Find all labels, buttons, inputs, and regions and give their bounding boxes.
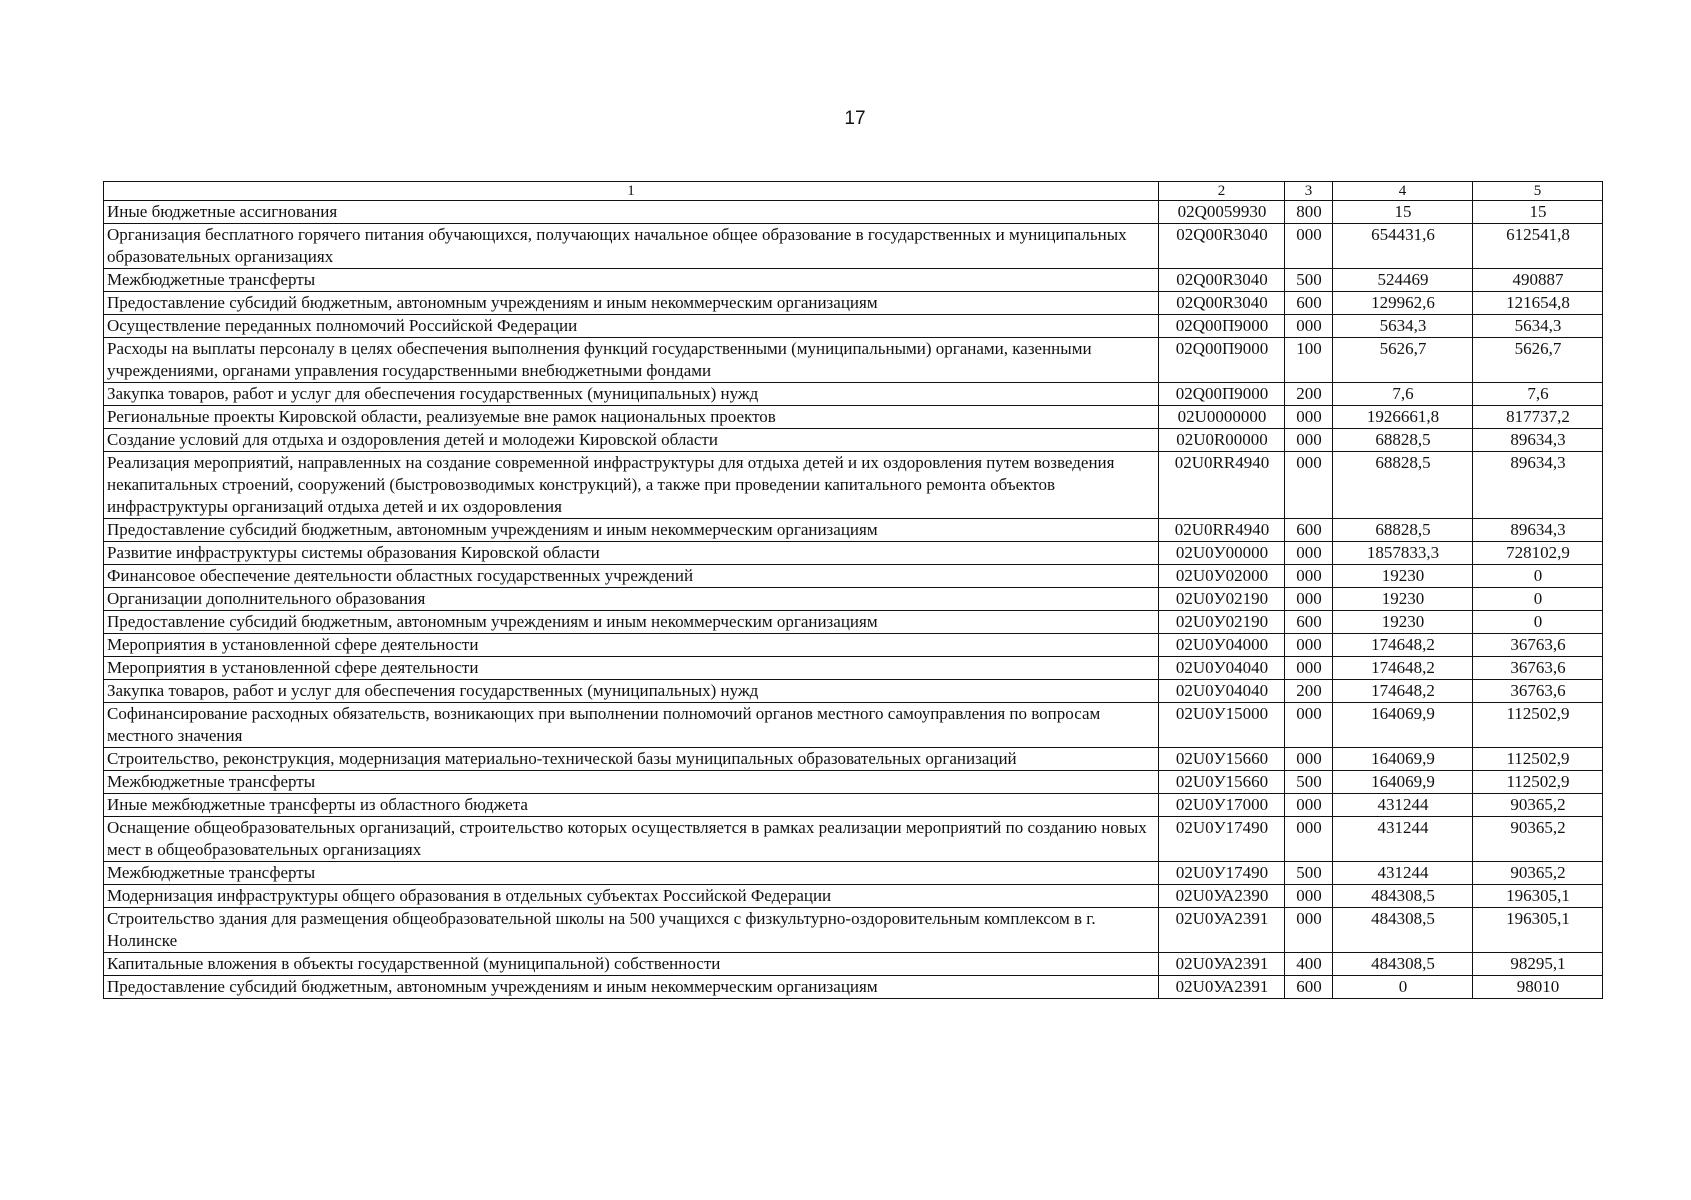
table-row [104, 657, 1603, 680]
row-name-cell: Региональные проекты Кировской области, реализуемые вне рамок национальных проектов [104, 406, 1159, 429]
table-row [104, 634, 1603, 657]
row-amount-col5-cell: 5626,7 [1473, 338, 1603, 383]
row-amount-col4-cell: 164069,9 [1333, 703, 1473, 748]
row-amount-col4-cell: 7,6 [1333, 383, 1473, 406]
row-code-cell: 02U0У15660 [1159, 748, 1285, 771]
row-amount-col5-cell: 196305,1 [1473, 885, 1603, 908]
row-name-cell: Модернизация инфраструктуры общего образования в отдельных субъектах Российской Федерации [104, 885, 1159, 908]
table-row [104, 315, 1603, 338]
row-type-cell: 600 [1285, 519, 1333, 542]
row-amount-col5-cell: 728102,9 [1473, 542, 1603, 565]
row-name-cell: Межбюджетные трансферты [104, 269, 1159, 292]
row-amount-col4-cell: 654431,6 [1333, 224, 1473, 269]
row-code-cell: 02U0000000 [1159, 406, 1285, 429]
table-row [104, 703, 1603, 748]
row-name-cell: Иные межбюджетные трансферты из областного бюджета [104, 794, 1159, 817]
row-amount-col5-cell: 89634,3 [1473, 452, 1603, 519]
row-amount-col5-cell: 89634,3 [1473, 519, 1603, 542]
row-amount-col4-cell: 5626,7 [1333, 338, 1473, 383]
row-amount-col4-cell: 5634,3 [1333, 315, 1473, 338]
row-type-cell: 000 [1285, 703, 1333, 748]
row-name-cell: Мероприятия в установленной сфере деятельности [104, 634, 1159, 657]
page-number: 17 [844, 108, 866, 129]
table-row [104, 953, 1603, 976]
row-name-cell: Оснащение общеобразовательных организаций, строительство которых осуществляется в рамках реализации мероприятий по созданию новых мест в общеобразовательных организациях [104, 817, 1159, 862]
row-code-cell: 02U0УА2391 [1159, 953, 1285, 976]
row-name-cell: Реализация мероприятий, направленных на создание современной инфраструктуры для отдыха детей и их оздоровления путем возведения некапитальных строений, сооружений (быстровозводимых конструкций), а также при проведении капитального ремонта объектов инфраструктуры организаций отдыха детей и их оздоровления [104, 452, 1159, 519]
row-code-cell: 02U0У02190 [1159, 588, 1285, 611]
row-amount-col5-cell: 7,6 [1473, 383, 1603, 406]
row-amount-col4-cell: 484308,5 [1333, 908, 1473, 953]
row-name-cell: Межбюджетные трансферты [104, 862, 1159, 885]
row-code-cell: 02U0У02000 [1159, 565, 1285, 588]
table-row [104, 383, 1603, 406]
row-amount-col5-cell: 36763,6 [1473, 680, 1603, 703]
row-code-cell: 02U0УА2390 [1159, 885, 1285, 908]
row-amount-col5-cell: 121654,8 [1473, 292, 1603, 315]
table-row [104, 452, 1603, 519]
row-type-cell: 600 [1285, 611, 1333, 634]
row-amount-col5-cell: 15 [1473, 201, 1603, 224]
budget-table [103, 181, 1603, 999]
row-type-cell: 000 [1285, 794, 1333, 817]
row-code-cell: 02U0У15000 [1159, 703, 1285, 748]
table-row [104, 519, 1603, 542]
row-code-cell: 02Q00П9000 [1159, 383, 1285, 406]
row-amount-col5-cell: 612541,8 [1473, 224, 1603, 269]
row-name-cell: Предоставление субсидий бюджетным, автономным учреждениям и иным некоммерческим организациям [104, 611, 1159, 634]
row-amount-col4-cell: 1857833,3 [1333, 542, 1473, 565]
row-name-cell: Софинансирование расходных обязательств, возникающих при выполнении полномочий органов местного самоуправления по вопросам местного значения [104, 703, 1159, 748]
row-name-cell: Закупка товаров, работ и услуг для обеспечения государственных (муниципальных) нужд [104, 383, 1159, 406]
table-row [104, 976, 1603, 999]
row-type-cell: 000 [1285, 817, 1333, 862]
row-amount-col5-cell: 90365,2 [1473, 817, 1603, 862]
row-code-cell: 02U0У00000 [1159, 542, 1285, 565]
table-row [104, 680, 1603, 703]
table-row [104, 292, 1603, 315]
row-amount-col5-cell: 98010 [1473, 976, 1603, 999]
row-code-cell: 02U0УА2391 [1159, 976, 1285, 999]
row-code-cell: 02U0У04040 [1159, 657, 1285, 680]
row-name-cell: Иные бюджетные ассигнования [104, 201, 1159, 224]
row-amount-col5-cell: 0 [1473, 588, 1603, 611]
table-row [104, 908, 1603, 953]
row-amount-col5-cell: 90365,2 [1473, 794, 1603, 817]
row-name-cell: Закупка товаров, работ и услуг для обеспечения государственных (муниципальных) нужд [104, 680, 1159, 703]
row-amount-col4-cell: 524469 [1333, 269, 1473, 292]
row-amount-col4-cell: 68828,5 [1333, 452, 1473, 519]
row-amount-col5-cell: 112502,9 [1473, 703, 1603, 748]
row-amount-col4-cell: 19230 [1333, 611, 1473, 634]
row-code-cell: 02Q00П9000 [1159, 315, 1285, 338]
row-code-cell: 02U0У17490 [1159, 817, 1285, 862]
row-type-cell: 000 [1285, 657, 1333, 680]
table-row [104, 588, 1603, 611]
row-amount-col5-cell: 98295,1 [1473, 953, 1603, 976]
row-name-cell: Предоставление субсидий бюджетным, автономным учреждениям и иным некоммерческим организациям [104, 519, 1159, 542]
row-type-cell: 000 [1285, 634, 1333, 657]
row-amount-col4-cell: 1926661,8 [1333, 406, 1473, 429]
row-name-cell: Строительство, реконструкция, модернизация материально-технической базы муниципальных образовательных организаций [104, 748, 1159, 771]
row-amount-col4-cell: 68828,5 [1333, 429, 1473, 452]
row-code-cell: 02Q00П9000 [1159, 338, 1285, 383]
row-type-cell: 000 [1285, 542, 1333, 565]
row-amount-col4-cell: 0 [1333, 976, 1473, 999]
row-type-cell: 100 [1285, 338, 1333, 383]
header-col-1: 1 [104, 182, 1159, 201]
table-row [104, 406, 1603, 429]
row-code-cell: 02U0У17000 [1159, 794, 1285, 817]
row-name-cell: Расходы на выплаты персоналу в целях обеспечения выполнения функций государственными (муниципальными) органами, казенными учреждениями, органами управления государственными внебюджетными фондами [104, 338, 1159, 383]
row-amount-col4-cell: 19230 [1333, 588, 1473, 611]
header-col-2: 2 [1159, 182, 1285, 201]
row-amount-col5-cell: 90365,2 [1473, 862, 1603, 885]
row-amount-col5-cell: 5634,3 [1473, 315, 1603, 338]
row-name-cell: Предоставление субсидий бюджетным, автономным учреждениям и иным некоммерческим организациям [104, 292, 1159, 315]
row-amount-col4-cell: 174648,2 [1333, 634, 1473, 657]
row-type-cell: 000 [1285, 908, 1333, 953]
row-amount-col4-cell: 129962,6 [1333, 292, 1473, 315]
table-row [104, 611, 1603, 634]
row-amount-col5-cell: 196305,1 [1473, 908, 1603, 953]
table-row [104, 565, 1603, 588]
row-type-cell: 200 [1285, 383, 1333, 406]
row-type-cell: 000 [1285, 224, 1333, 269]
row-amount-col4-cell: 15 [1333, 201, 1473, 224]
row-amount-col4-cell: 164069,9 [1333, 748, 1473, 771]
row-amount-col5-cell: 0 [1473, 611, 1603, 634]
row-type-cell: 000 [1285, 315, 1333, 338]
row-amount-col4-cell: 431244 [1333, 862, 1473, 885]
row-name-cell: Финансовое обеспечение деятельности областных государственных учреждений [104, 565, 1159, 588]
row-code-cell: 02U0RR4940 [1159, 452, 1285, 519]
row-amount-col4-cell: 484308,5 [1333, 953, 1473, 976]
row-code-cell: 02U0RR4940 [1159, 519, 1285, 542]
header-col-3: 3 [1285, 182, 1333, 201]
row-amount-col4-cell: 174648,2 [1333, 680, 1473, 703]
table-row [104, 201, 1603, 224]
row-name-cell: Создание условий для отдыха и оздоровления детей и молодежи Кировской области [104, 429, 1159, 452]
row-code-cell: 02U0УА2391 [1159, 908, 1285, 953]
row-type-cell: 000 [1285, 565, 1333, 588]
row-amount-col5-cell: 36763,6 [1473, 634, 1603, 657]
row-code-cell: 02U0У04040 [1159, 680, 1285, 703]
table-row [104, 542, 1603, 565]
row-name-cell: Организация бесплатного горячего питания обучающихся, получающих начальное общее образование в государственных и муниципальных образовательных организациях [104, 224, 1159, 269]
row-name-cell: Развитие инфраструктуры системы образования Кировской области [104, 542, 1159, 565]
table-row [104, 338, 1603, 383]
row-code-cell: 02U0У02190 [1159, 611, 1285, 634]
row-code-cell: 02Q0059930 [1159, 201, 1285, 224]
row-type-cell: 400 [1285, 953, 1333, 976]
row-name-cell: Мероприятия в установленной сфере деятельности [104, 657, 1159, 680]
table-row [104, 429, 1603, 452]
row-amount-col4-cell: 19230 [1333, 565, 1473, 588]
row-type-cell: 600 [1285, 976, 1333, 999]
row-type-cell: 600 [1285, 292, 1333, 315]
row-type-cell: 000 [1285, 452, 1333, 519]
table-row [104, 885, 1603, 908]
row-amount-col5-cell: 490887 [1473, 269, 1603, 292]
row-amount-col4-cell: 431244 [1333, 794, 1473, 817]
row-code-cell: 02U0R00000 [1159, 429, 1285, 452]
row-type-cell: 000 [1285, 588, 1333, 611]
row-code-cell: 02U0У04000 [1159, 634, 1285, 657]
row-name-cell: Предоставление субсидий бюджетным, автономным учреждениям и иным некоммерческим организациям [104, 976, 1159, 999]
row-type-cell: 000 [1285, 885, 1333, 908]
row-type-cell: 000 [1285, 406, 1333, 429]
row-code-cell: 02Q00R3040 [1159, 224, 1285, 269]
row-amount-col5-cell: 817737,2 [1473, 406, 1603, 429]
row-name-cell: Капитальные вложения в объекты государственной (муниципальной) собственности [104, 953, 1159, 976]
row-amount-col5-cell: 0 [1473, 565, 1603, 588]
table-row [104, 817, 1603, 862]
row-code-cell: 02U0У17490 [1159, 862, 1285, 885]
row-amount-col4-cell: 174648,2 [1333, 657, 1473, 680]
row-name-cell: Осуществление переданных полномочий Российской Федерации [104, 315, 1159, 338]
row-code-cell: 02Q00R3040 [1159, 269, 1285, 292]
table-row [104, 224, 1603, 269]
table-row [104, 269, 1603, 292]
row-type-cell: 000 [1285, 748, 1333, 771]
row-type-cell: 200 [1285, 680, 1333, 703]
row-name-cell: Межбюджетные трансферты [104, 771, 1159, 794]
row-code-cell: 02U0У15660 [1159, 771, 1285, 794]
row-name-cell: Организации дополнительного образования [104, 588, 1159, 611]
row-amount-col5-cell: 36763,6 [1473, 657, 1603, 680]
row-amount-col4-cell: 431244 [1333, 817, 1473, 862]
table-row [104, 771, 1603, 794]
row-type-cell: 000 [1285, 429, 1333, 452]
header-col-5: 5 [1473, 182, 1603, 201]
table-row [104, 748, 1603, 771]
row-type-cell: 500 [1285, 269, 1333, 292]
row-name-cell: Строительство здания для размещения общеобразовательной школы на 500 учащихся с физкультурно-оздоровительным комплексом в г. Нолинске [104, 908, 1159, 953]
table-header-row [104, 182, 1603, 201]
row-amount-col5-cell: 89634,3 [1473, 429, 1603, 452]
row-amount-col5-cell: 112502,9 [1473, 748, 1603, 771]
row-type-cell: 800 [1285, 201, 1333, 224]
budget-table-body [104, 182, 1603, 999]
row-type-cell: 500 [1285, 771, 1333, 794]
row-amount-col4-cell: 484308,5 [1333, 885, 1473, 908]
row-code-cell: 02Q00R3040 [1159, 292, 1285, 315]
row-amount-col4-cell: 164069,9 [1333, 771, 1473, 794]
row-amount-col4-cell: 68828,5 [1333, 519, 1473, 542]
row-amount-col5-cell: 112502,9 [1473, 771, 1603, 794]
header-col-4: 4 [1333, 182, 1473, 201]
table-row [104, 794, 1603, 817]
table-row [104, 862, 1603, 885]
row-type-cell: 500 [1285, 862, 1333, 885]
